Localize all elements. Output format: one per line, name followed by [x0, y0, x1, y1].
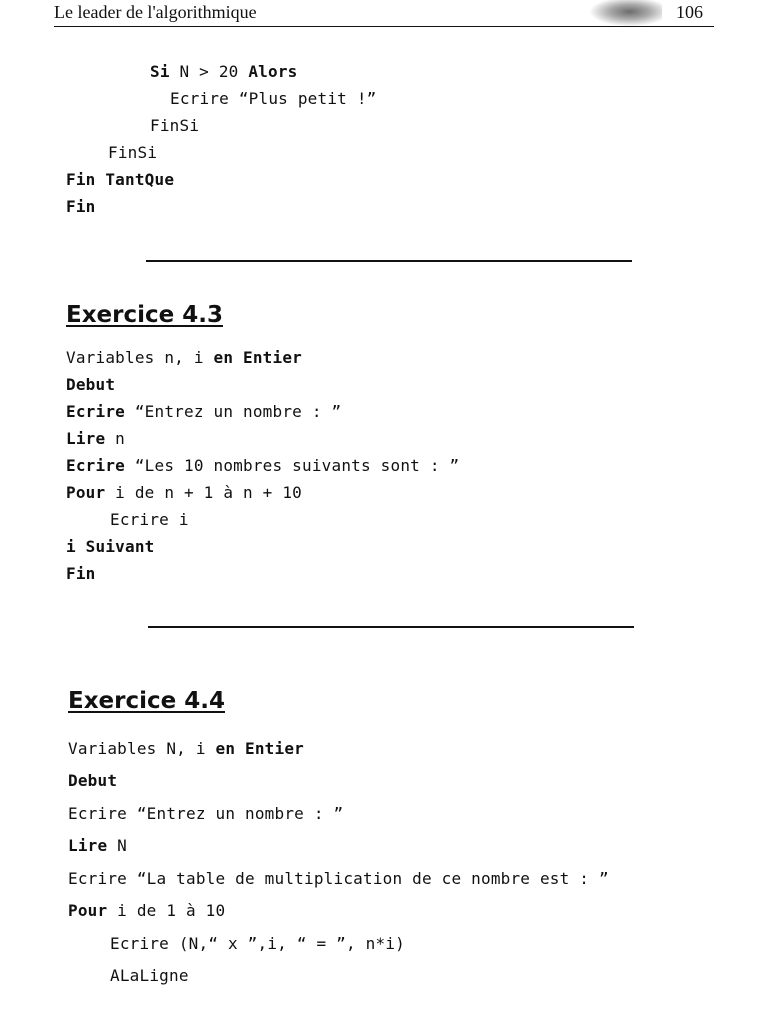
- code-line: Variables n, i en Entier: [66, 348, 302, 367]
- code-line: Variables N, i en Entier: [68, 739, 304, 758]
- code-line: Ecrire “Plus petit !”: [170, 89, 377, 108]
- exercise-title: Exercice 4.4: [68, 688, 225, 714]
- code-line: FinSi: [108, 143, 158, 162]
- code-line: Lire N: [68, 836, 128, 855]
- exercise-title: Exercice 4.3: [66, 302, 223, 328]
- code-line: Fin: [66, 197, 96, 216]
- code-line: Ecrire “Entrez un nombre : ”: [68, 804, 344, 823]
- running-header-title: Le leader de l'algorithmique: [54, 2, 257, 22]
- code-line: Pour i de n + 1 à n + 10: [66, 483, 302, 502]
- code-line: ALaLigne: [110, 966, 189, 985]
- code-line: Ecrire i: [110, 510, 189, 529]
- code-line: Ecrire “Les 10 nombres suivants sont : ”: [66, 456, 460, 475]
- code-line: Fin TantQue: [66, 170, 175, 189]
- code-line: Ecrire “Entrez un nombre : ”: [66, 402, 342, 421]
- scan-artifact: [590, 0, 662, 26]
- code-line: Debut: [68, 771, 118, 790]
- code-line: FinSi: [150, 116, 200, 135]
- section-separator: [146, 260, 632, 262]
- code-line: Ecrire (N,“ x ”,i, “ = ”, n*i): [110, 934, 405, 953]
- header-rule: [54, 26, 714, 27]
- section-separator: [148, 626, 634, 628]
- code-line: Debut: [66, 375, 116, 394]
- code-line: i Suivant: [66, 537, 155, 556]
- page-number: 106: [676, 2, 703, 22]
- code-line: Fin: [66, 564, 96, 583]
- code-line: Ecrire “La table de multiplication de ce nombre est : ”: [68, 869, 609, 888]
- code-line: Si N > 20 Alors: [150, 62, 298, 81]
- code-line: Lire n: [66, 429, 126, 448]
- code-line: Pour i de 1 à 10: [68, 901, 226, 920]
